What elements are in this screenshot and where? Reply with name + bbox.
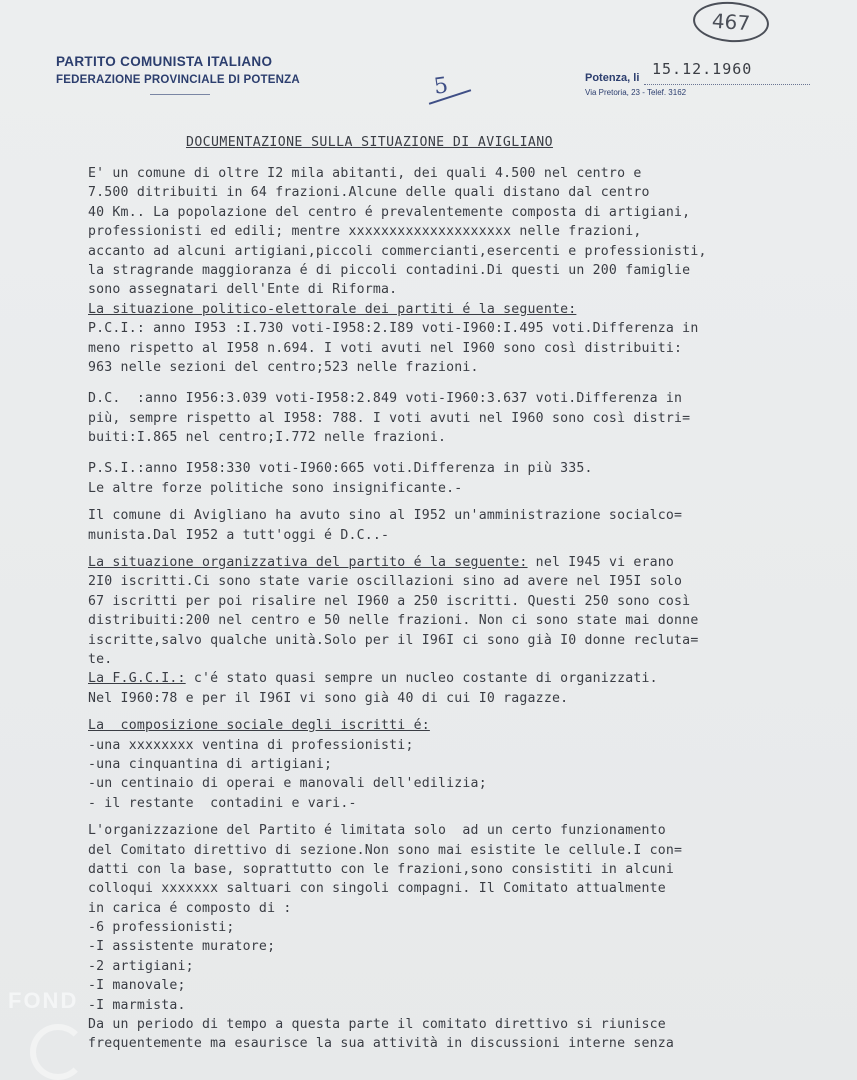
composition-heading: La composizione sociale degli iscritti é: bbox=[88, 718, 430, 734]
text-line: c'é stato quasi sempre un nucleo costante di organizzati. bbox=[185, 671, 658, 687]
list-item: -una cinquantina di artigiani; bbox=[88, 756, 333, 772]
list-item: -I manovale; bbox=[88, 978, 186, 994]
pci-paragraph bbox=[88, 319, 828, 377]
org-heading: La situazione organizzativa del partito é la seguente: bbox=[88, 555, 528, 571]
text-line: del Comitato direttivo di sezione.Non sono mai esistite le cellule.I con= bbox=[88, 842, 683, 858]
place-dotted-line bbox=[644, 84, 810, 85]
text-line: 67 iscritti per poi risalire nel I960 a 250 iscritti. Questi 250 sono così bbox=[88, 593, 691, 609]
typed-date: 15.12.1960 bbox=[652, 60, 753, 78]
document-body bbox=[88, 164, 828, 1054]
text-line: meno rispetto al I958 n.694. I voti avuti nel I960 sono così distribuiti: bbox=[88, 340, 683, 356]
org-paragraph bbox=[88, 553, 828, 669]
text-line: buiti:I.865 nel centro;I.772 nelle frazioni. bbox=[88, 430, 447, 446]
fgci-heading: La F.G.C.I.: bbox=[88, 671, 186, 687]
dc-paragraph bbox=[88, 389, 828, 447]
text-line: più, sempre rispetto al I958: 788. I voti avuti nel I960 sono così distri= bbox=[88, 410, 691, 426]
administration-paragraph bbox=[88, 506, 828, 545]
text-line: Il comune di Avigliano ha avuto sino al I952 un'amministrazione socialco= bbox=[88, 508, 683, 524]
text-line: frequentemente ma esaurisce la sua attività in discussioni interne senza bbox=[88, 1036, 675, 1052]
archive-watermark: FOND bbox=[8, 988, 79, 1013]
text-line: E' un comune di oltre I2 mila abitanti, dei quali 4.500 nel centro e bbox=[88, 166, 642, 181]
text-line: 2I0 iscritti.Ci sono state varie oscillazioni sino ad avere nel I95I solo bbox=[88, 574, 683, 590]
psi-paragraph bbox=[88, 459, 828, 498]
electoral-heading: La situazione politico-elettorale dei partiti é la seguente: bbox=[88, 301, 577, 317]
letterhead-federation: FEDERAZIONE PROVINCIALE DI POTENZA bbox=[56, 74, 300, 86]
composition-list bbox=[88, 736, 828, 814]
text-line: professionisti ed edili; mentre xxxxxxxxxxxxxxxxxxxx nelle frazioni, bbox=[88, 224, 642, 240]
text-line: la stragrande maggioranza é di piccoli contadini.Di questi un 200 famiglie bbox=[88, 262, 691, 278]
text-line: Nel I960:78 e per il I96I vi sono già 40 di cui I0 ragazze. bbox=[88, 690, 569, 706]
letterhead-address: Via Pretoria, 23 - Telef. 3162 bbox=[585, 88, 687, 97]
text-line: 40 Km.. La popolazione del centro é prevalentemente composta di artigiani, bbox=[88, 204, 691, 220]
text-line: P.C.I.: anno I953 :I.730 voti-I958:2.I89 voti-I960:I.495 voti.Differenza in bbox=[88, 321, 699, 337]
text-line: D.C. :anno I956:3.039 voti-I958:2.849 voti-I960:3.637 voti.Differenza in bbox=[88, 391, 683, 407]
letterhead-rule bbox=[150, 94, 210, 95]
organization-paragraph bbox=[88, 821, 828, 1054]
text-line: datti con la base, soprattutto con le frazioni,sono consistiti in alcuni bbox=[88, 861, 675, 877]
place-label: Potenza, li bbox=[585, 72, 640, 84]
text-line: colloqui xxxxxxx saltuari con singoli compagni. Il Comitato attualmente bbox=[88, 881, 666, 897]
text-line: Le altre forze politiche sono insignificante.- bbox=[88, 480, 463, 496]
text-line: nel I945 vi erano bbox=[527, 555, 675, 571]
list-item: -6 professionisti; bbox=[88, 920, 235, 936]
text-line: 963 nelle sezioni del centro;523 nelle frazioni. bbox=[88, 359, 479, 375]
text-line: munista.Dal I952 a tutt'oggi é D.C..- bbox=[88, 527, 390, 543]
archive-number-stamp: 467 bbox=[692, 0, 771, 45]
text-line: L'organizzazione del Partito é limitata solo ad un certo funzionamento bbox=[88, 823, 666, 839]
intro-paragraph bbox=[88, 164, 828, 300]
text-line: iscritte,salvo qualche unità.Solo per il I96I ci sono già I0 donne recluta= bbox=[88, 632, 699, 648]
text-line: 7.500 ditribuiti in 64 frazioni.Alcune delle quali distano dal centro bbox=[88, 185, 650, 201]
list-item: - il restante contadini e vari.- bbox=[88, 795, 357, 811]
list-item: -una xxxxxxxx ventina di professionisti; bbox=[88, 737, 414, 753]
document-title: DOCUMENTAZIONE SULLA SITUAZIONE DI AVIGLIANO bbox=[186, 135, 553, 150]
letterhead-party: PARTITO COMUNISTA ITALIANO bbox=[56, 54, 273, 69]
list-item: -un centinaio di operai e manovali dell'edilizia; bbox=[88, 776, 487, 792]
list-item: -2 artigiani; bbox=[88, 958, 194, 974]
list-item: -I assistente muratore; bbox=[88, 939, 276, 955]
text-line: in carica é composto di : bbox=[88, 900, 292, 916]
fgci-paragraph bbox=[88, 669, 828, 708]
text-line: P.S.I.:anno I958:330 voti-I960:665 voti.Differenza in più 335. bbox=[88, 461, 593, 477]
text-line: sono assegnatari dell'Ente di Riforma. bbox=[88, 282, 398, 298]
text-line: Da un periodo di tempo a questa parte il comitato direttivo si riunisce bbox=[88, 1017, 666, 1033]
text-line: distribuiti:200 nel centro e 50 nelle frazioni. Non ci sono state mai donne bbox=[88, 613, 699, 629]
archive-watermark-logo bbox=[30, 1024, 86, 1080]
text-line: te. bbox=[88, 651, 113, 667]
text-line: accanto ad alcuni artigiani,piccoli commercianti,esercenti e professionisti, bbox=[88, 243, 707, 259]
handwritten-page-mark: 5 bbox=[432, 73, 450, 100]
list-item: -I marmista. bbox=[88, 997, 186, 1013]
